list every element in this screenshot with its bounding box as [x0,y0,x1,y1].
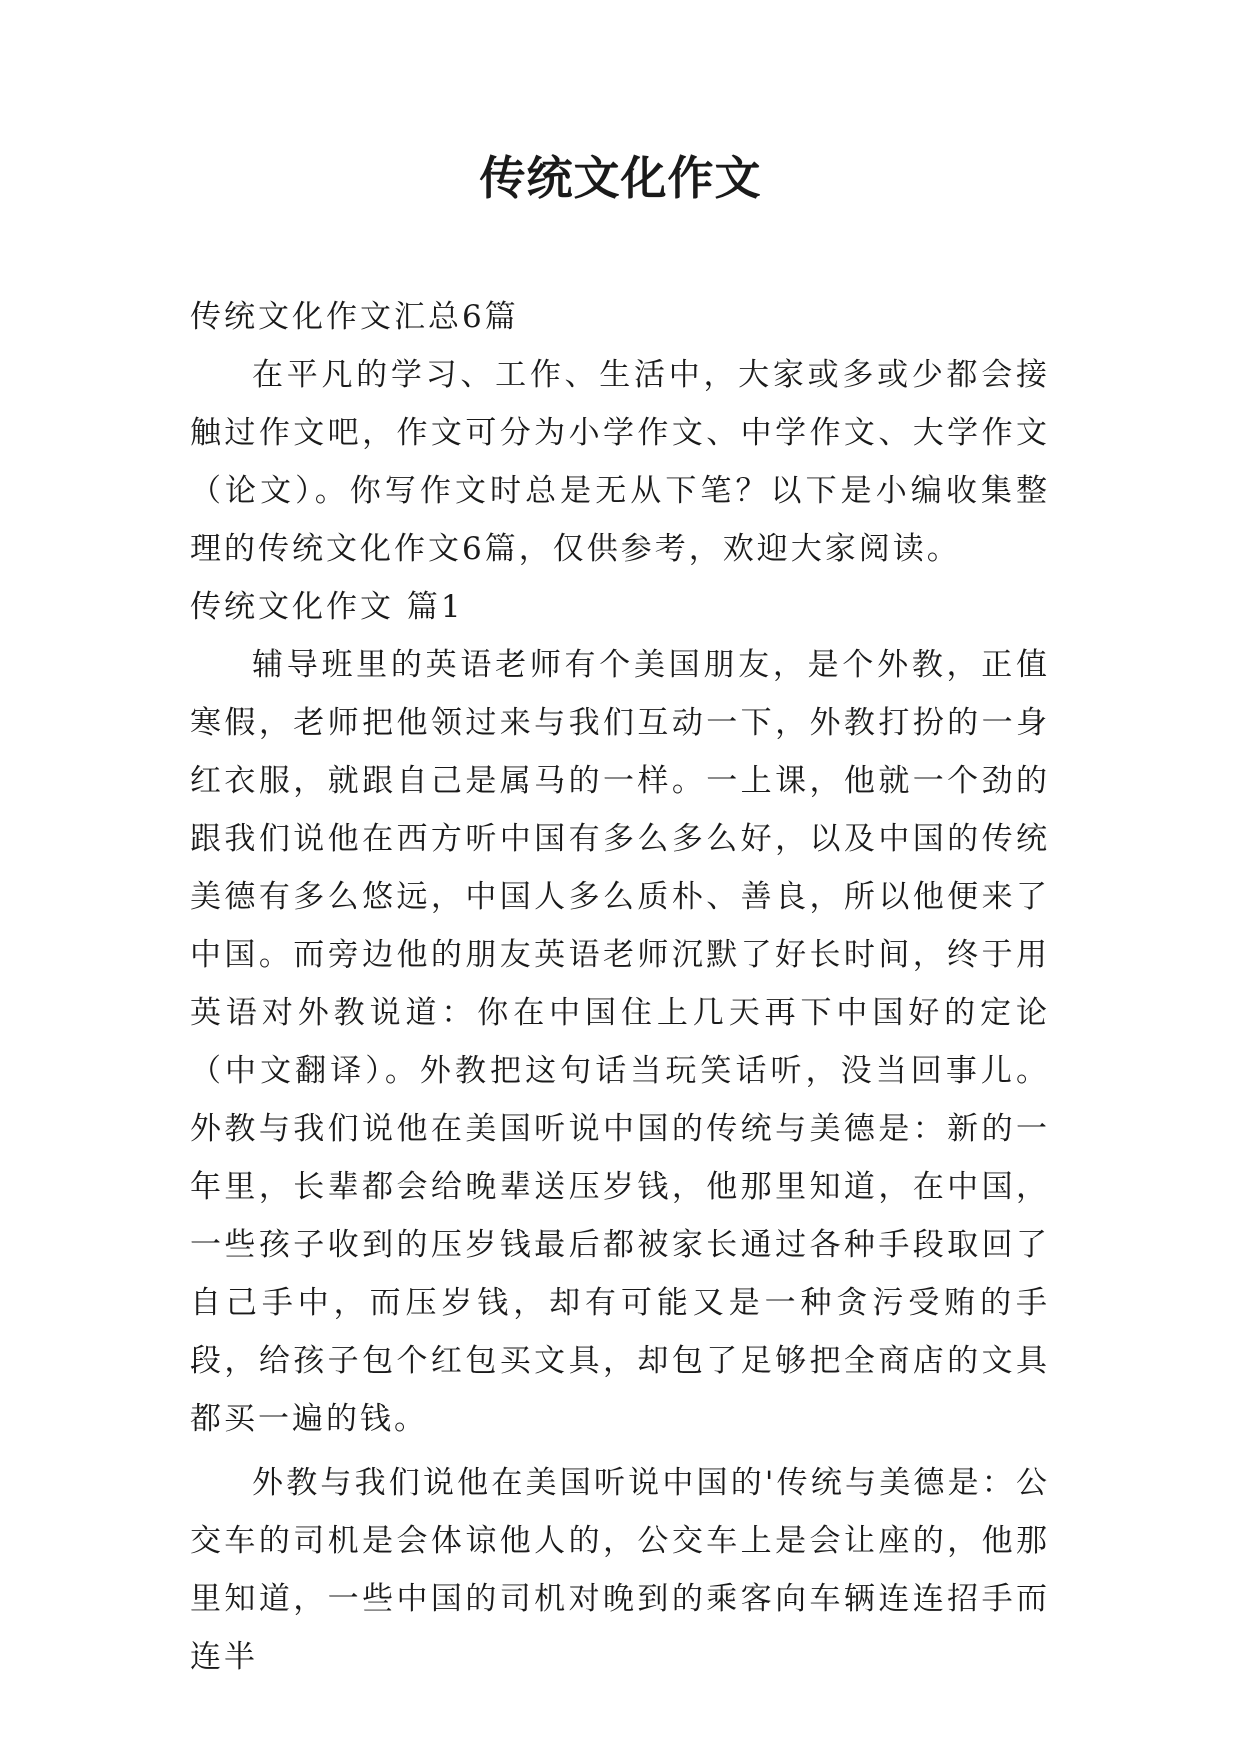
intro-paragraph: 在平凡的学习、工作、生活中，大家或多或少都会接触过作文吧，作文可分为小学作文、中学作文、大学作文（论文）。你写作文时总是无从下笔？以下是小编收集整理的传统文化作文6篇，仅供参考，欢迎大家阅读。 [190,357,1050,567]
body-paragraph: 外教与我们说他在美国听说中国的'传统与美德是：公交车的司机是会体谅他人的，公交车上是会让座的，他那里知道，一些中国的司机对晚到的乘客向车辆连连招手而连半 [190,1465,1050,1675]
document-title: 传统文化作文 [479,151,762,205]
section-heading: 传统文化作文 篇1 [190,589,464,625]
document-body [190,288,1050,1686]
body-paragraph: 辅导班里的英语老师有个美国朋友，是个外教，正值寒假，老师把他领过来与我们互动一下，外教打扮的一身红衣服，就跟自己是属马的一样。一上课，他就一个劲的跟我们说他在西方听中国有多么多么好，以及中国的传统美德有多么悠远，中国人多么质朴、善良，所以他便来了中国。而旁边他的朋友英语老师沉默了好长时间，终于用英语对外教说道：你在中国住上几天再下中国好的定论（中文翻译）。外教把这句话当玩笑话听，没当回事儿。 外教与我们说他在美国听说中国的传统与美德是：新的一年里，长辈都会给晚辈送压岁钱，他那里知道，在中国，一些孩子收到的压岁钱最后都被家长通过各种手段取回了自己手中，而压岁钱，却有可能又是一种贪污受贿的手段，给孩子包个红包买文具，却包了足够把全商店的文具都买一遍的钱。 [190,647,1050,1437]
collection-subtitle: 传统文化作文汇总6篇 [190,299,519,335]
